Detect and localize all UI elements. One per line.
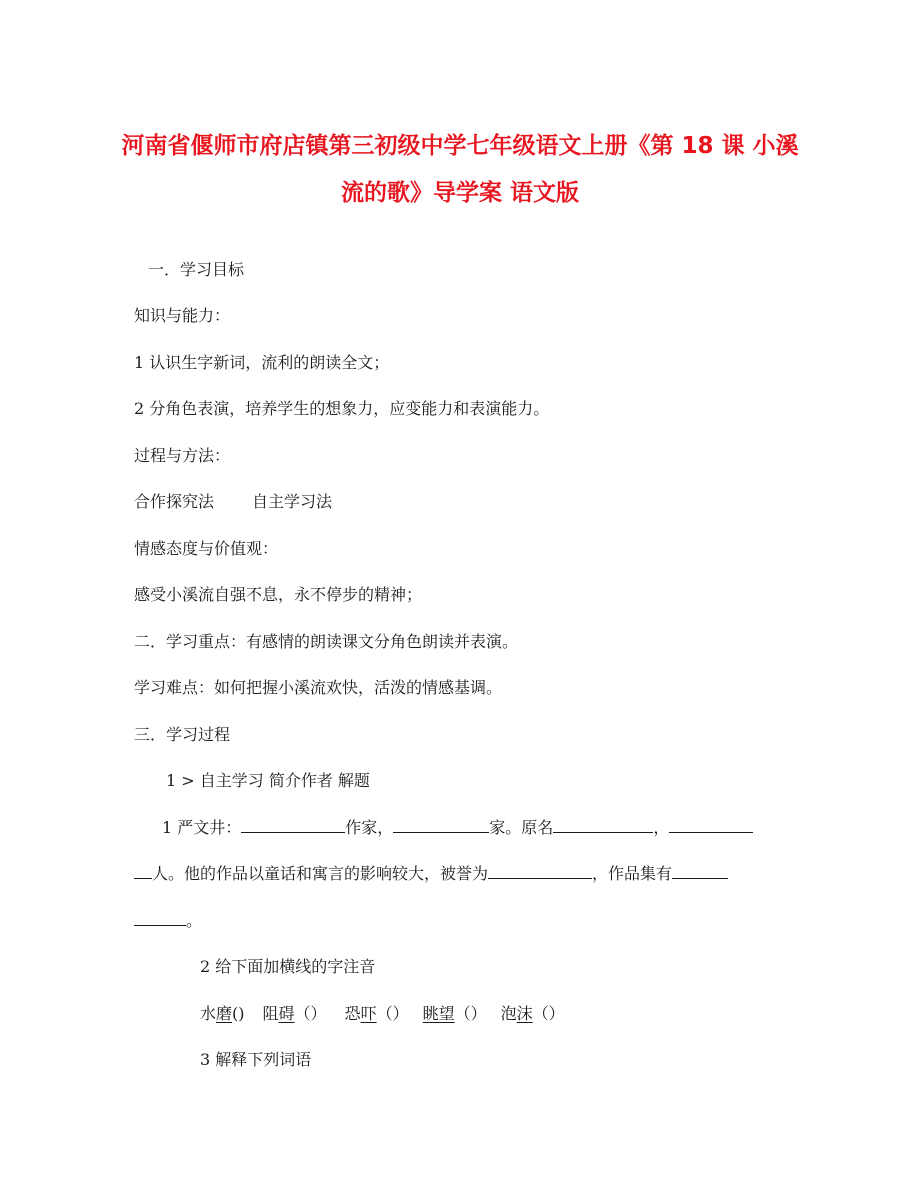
- process-label: 过程与方法：: [134, 446, 231, 465]
- question-1-line-1: 1 严文井： 作家， 家。原名 ，: [162, 818, 753, 838]
- method-self-study: 自主学习法: [252, 492, 333, 511]
- document-title-line-2: 流的歌》导学案 语文版: [340, 180, 579, 206]
- goal-1: 1 认识生字新词，流利的朗读全文；: [134, 353, 390, 372]
- blank: [488, 864, 592, 879]
- word-5: 泡沫（）: [500, 1004, 565, 1023]
- word-2: 阻碍（）: [262, 1004, 327, 1023]
- emotion-text: 感受小溪流自强不息，永不停步的精神；: [134, 585, 423, 604]
- question-1-line-3: 。: [134, 911, 202, 931]
- methods-line: [134, 492, 332, 512]
- knowledge-label: 知识与能力：: [134, 306, 231, 325]
- blank: [393, 818, 489, 833]
- key-point: 二．学习重点：有感情的朗读课文分角色朗读并表演。: [134, 632, 519, 651]
- blank: [669, 818, 753, 833]
- phonetic-words: [200, 1004, 565, 1024]
- goal-2: 2 分角色表演，培养学生的想象力，应变能力和表演能力。: [134, 399, 550, 418]
- section-heading-process: 三．学习过程: [134, 725, 231, 744]
- question-2: 2 给下面加横线的字注音: [200, 957, 376, 976]
- difficulty: 学习难点：如何把握小溪流欢快，活泼的情感基调。: [134, 678, 503, 697]
- blank: [134, 864, 152, 879]
- question-3: 3 解释下列词语: [200, 1050, 312, 1069]
- document-title-line-1: 河南省偃师市府店镇第三初级中学七年级语文上册《第 18 课 小溪: [121, 133, 799, 159]
- word-3: 恐吓（）: [344, 1004, 409, 1023]
- blank: [672, 864, 728, 879]
- method-cooperative: 合作探究法: [134, 492, 215, 511]
- blank: [553, 818, 653, 833]
- word-1: 水磨(): [200, 1004, 245, 1023]
- step-1: 1 > 自主学习 简介作者 解题: [166, 771, 370, 790]
- word-4: 眺望（）: [422, 1004, 487, 1023]
- blank: [241, 818, 345, 833]
- section-heading-objectives: 一．学习目标: [148, 260, 245, 279]
- blank: [134, 911, 186, 926]
- emotion-label: 情感态度与价值观：: [134, 539, 279, 558]
- question-1-line-2: 人。他的作品以童话和寓言的影响较大，被誉为 ，作品集有: [134, 864, 728, 884]
